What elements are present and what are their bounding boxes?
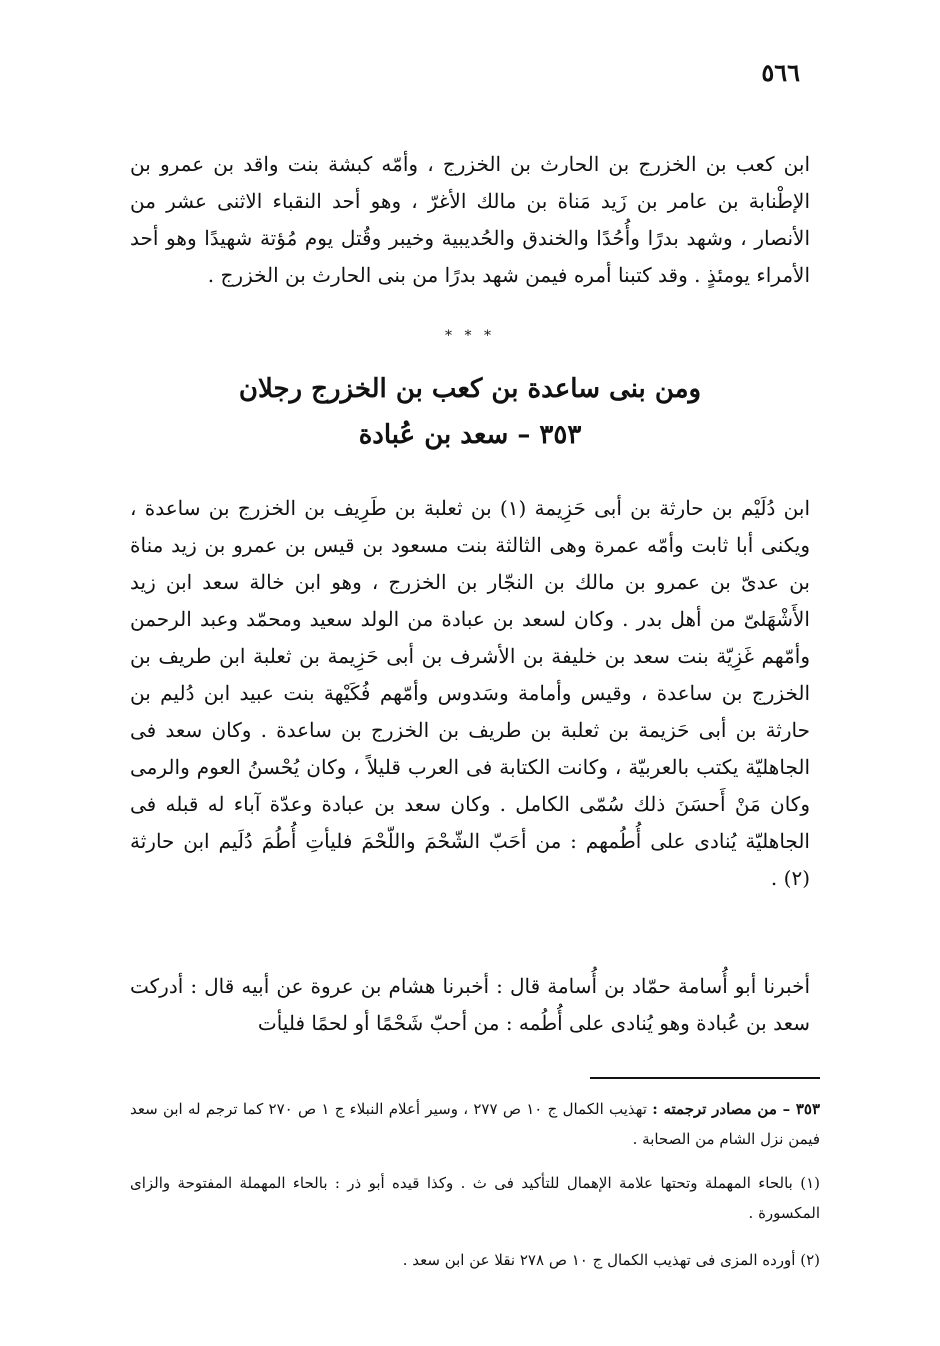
section-heading: ومن بنى ساعدة بن كعب بن الخزرج رجلان [238,374,702,404]
paragraph-biography: ابن دُلَيْم بن حارثة بن أبى حَزِيمة (١) بن ثعلبة بن طَرِيف بن الخزرج بن ساعدة ، ويكنى أبا ثابت وأمّه عمرة وهى الثالثة بنت مسعود بن قيس بن عمرو بن زيد مناة بن عدىّ بن عمرو بن مالك بن النجّار بن الخزرج ، وهو ابن خالة سعد ابن زيد الأَشْهَلىّ من أهل بدر . وكان لسعد بن عبادة من الولد سعيد ومحمّد وعبد الرحمن وأمّهم غَزِيّة بنت سعد بن خليفة بن الأشرف بن أبى حَزِيمة بن ثعلبة ابن طريف بن الخزرج بن ساعدة ، وقيس وأمامة وسَدوس وأمّهم فُكَيْهة بنت عبيد ابن دُليم بن حارثة بن أبى حَزيمة بن ثعلبة بن طريف بن الخزرج بن ساعدة . وكان سعد فى الجاهليّة يكتب بالعربيّة ، وكانت الكتابة فى العرب قليلاً ، وكان يُحْسنُ العوم والرمى وكان مَنْ أَحسَنَ ذلك سُمّى الكامل . وكان سعد بن عبادة وعدّة آباء له قبله فى الجاهليّة يُنادى على أُطُمهم : من أحَبّ الشّحْمَ واللّحْمَ فليأتِ أُطُمَ دُلَيم ابن حارثة (٢) . [130,496,811,890]
entry-heading: ٣٥٣ – سعد بن عُبادة [358,420,582,450]
paragraph-narration: أخبرنا أبو أُسامة حمّاد بن أُسامة قال : أخبرنا هشام بن عروة عن أبيه قال : أدركت سعد بن عُبادة وهو يُنادى على أُطُمه : من أحبّ شَحْمًا أو لحمًا فليأت [130,974,810,1035]
footnote-2: (٢) أورده المزى فى تهذيب الكمال ج ١٠ ص ٢٧٨ نقلا عن ابن سعد . [402,1251,820,1269]
footnote-sources-text: تهذيب الكمال ج ١٠ ص ٢٧٧ ، وسير أعلام النبلاء ج ١ ص ٢٧٠ كما ترجم له ابن سعد فيمن نزل الشام من الصحابة . [130,1100,820,1148]
page-number: ٥٦٦ [761,58,800,87]
footnote-sources-lead: ٣٥٣ – من مصادر ترجمته : [652,1100,820,1118]
footnote-1: (١) بالحاء المهملة وتحتها علامة الإهمال للتأكيد فى ث . وكذا قيده أبو ذر : بالحاء المهملة المفتوحة والزاى المكسورة . [130,1174,820,1222]
section-separator: * * * [445,328,495,344]
footnote-divider [590,1077,820,1079]
paragraph-continuation: ابن كعب بن الخزرج بن الحارث بن الخزرج ، وأمّه كبشة بنت واقد بن عمرو بن الإطْنابة بن عامر بن زَيد مَناة بن مالك الأغرّ ، وهو أحد النقباء الاثنى عشر من الأنصار ، وشهد بدرًا وأُحُدًا والخندق والحُديبية وخيبر وقُتل يوم مُؤتة شهيدًا وهو أحد الأمراء يومئذٍ . وقد كتبنا أمره فيمن شهد بدرًا من بنى الحارث بن الخزرج . [130,152,811,287]
footnote-sources [130,1094,820,1154]
